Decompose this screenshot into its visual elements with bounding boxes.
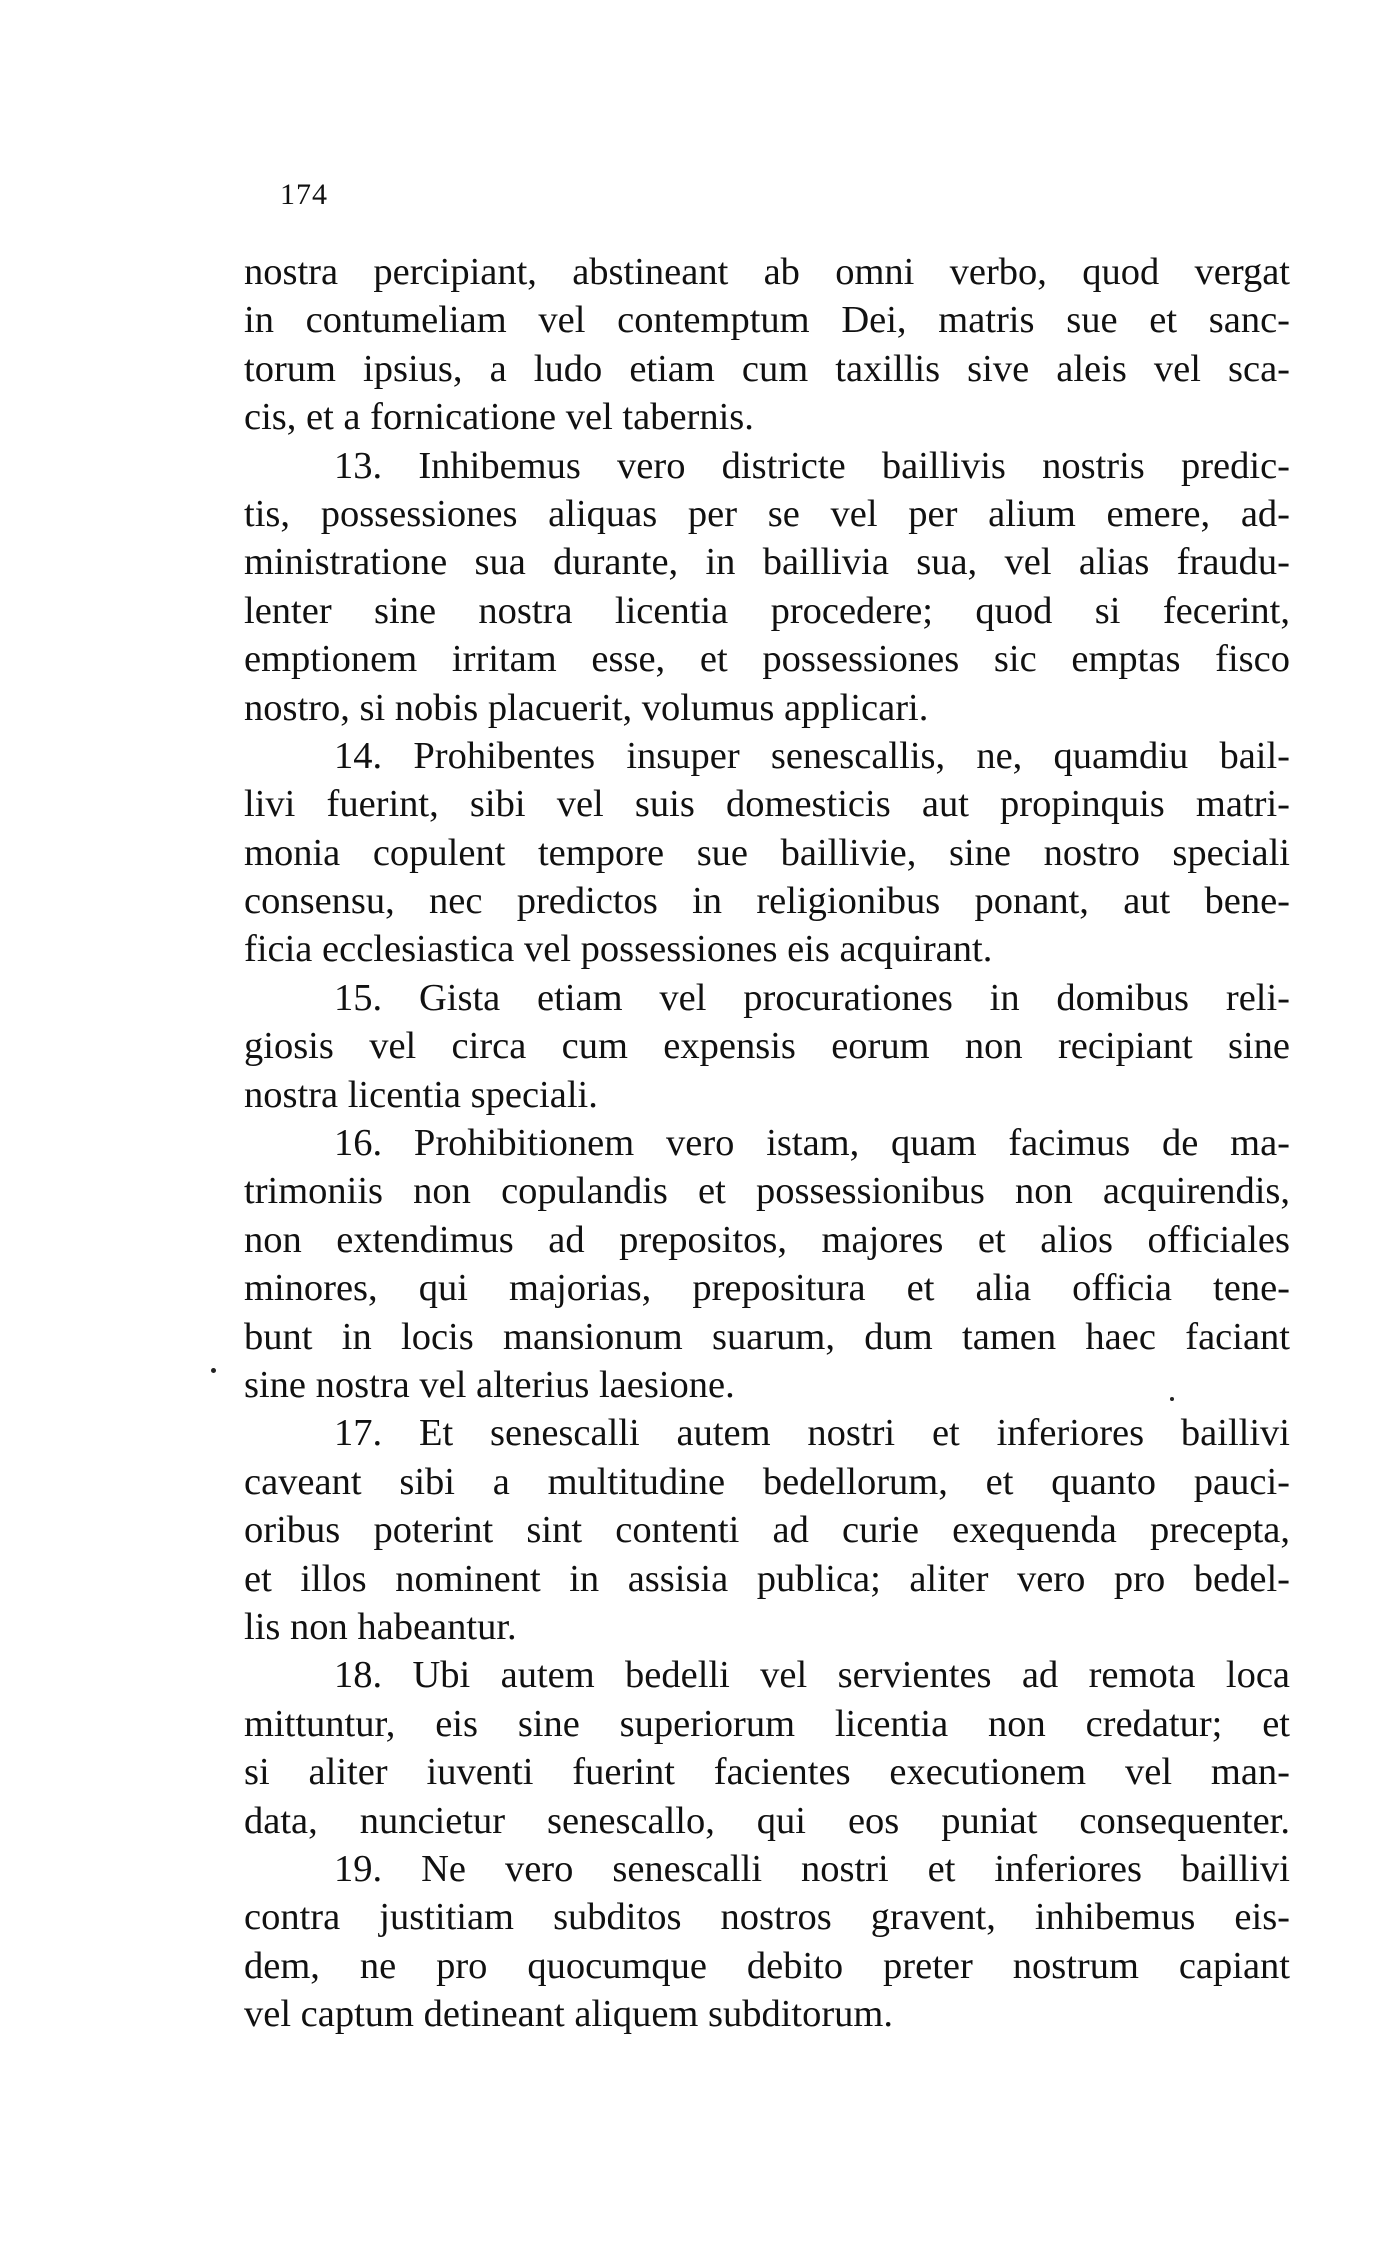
text-line: torum ipsius, a ludo etiam cum taxillis sive aleis vel sca- (244, 347, 1290, 390)
text-line: minores, qui majorias, prepositura et alia officia tene- (244, 1267, 1290, 1310)
text-line: 18. Ubi autem bedelli vel servientes ad remota loca (334, 1654, 1290, 1697)
text-line: lis non habeantur. (244, 1605, 517, 1648)
page-number: 174 (280, 178, 328, 211)
text-line: 15. Gista etiam vel procurationes in domibus reli- (334, 976, 1290, 1019)
text-line: oribus poterint sint contenti ad curie exequenda precepta, (244, 1509, 1290, 1552)
text-line: non extendimus ad prepositos, majores et alios officiales (244, 1218, 1290, 1261)
text-line: contra justitiam subditos nostros gravent, inhibemus eis- (244, 1896, 1290, 1939)
text-line: nostra licentia speciali. (244, 1073, 598, 1116)
text-line: ministratione sua durante, in baillivia sua, vel alias fraudu- (244, 541, 1290, 584)
text-line: mittuntur, eis sine superiorum licentia non credatur; et (244, 1702, 1290, 1745)
text-line: trimoniis non copulandis et possessionibus non acquirendis, (244, 1170, 1290, 1213)
text-line: nostra percipiant, abstineant ab omni verbo, quod vergat (244, 251, 1290, 293)
text-line: dem, ne pro quocumque debito preter nostrum capiant (244, 1944, 1290, 1987)
text-line: 13. Inhibemus vero districte baillivis nostris predic- (334, 444, 1290, 487)
text-line: consensu, nec predictos in religionibus ponant, aut bene- (244, 880, 1290, 923)
text-line: cis, et a fornicatione vel tabernis. (244, 396, 754, 439)
stray-ink-mark (211, 1368, 216, 1373)
stray-ink-mark (1170, 1397, 1174, 1401)
text-line: bunt in locis mansionum suarum, dum tamen haec faciant (244, 1315, 1290, 1358)
text-line: vel captum detineant aliquem subditorum. (244, 1993, 893, 2036)
text-line: giosis vel circa cum expensis eorum non recipiant sine (244, 1025, 1290, 1068)
text-line: et illos nominent in assisia publica; aliter vero pro bedel- (244, 1557, 1290, 1600)
text-line: ficia ecclesiastica vel possessiones eis acquirant. (244, 928, 993, 971)
text-line: monia copulent tempore sue baillivie, sine nostro speciali (244, 831, 1290, 874)
text-line: tis, possessiones aliquas per se vel per alium emere, ad- (244, 492, 1290, 535)
text-line: livi fuerint, sibi vel suis domesticis aut propinquis matri- (244, 783, 1290, 826)
text-line: in contumeliam vel contemptum Dei, matris sue et sanc- (244, 299, 1290, 342)
text-line: sine nostra vel alterius laesione. (244, 1363, 735, 1406)
text-line: lenter sine nostra licentia procedere; quod si fecerint, (244, 589, 1290, 632)
text-line: caveant sibi a multitudine bedellorum, et quanto pauci- (244, 1460, 1290, 1503)
text-line: 14. Prohibentes insuper senescallis, ne, quamdiu bail- (334, 734, 1290, 777)
text-line: 19. Ne vero senescalli nostri et inferiores baillivi (334, 1847, 1290, 1890)
text-line: emptionem irritam esse, et possessiones sic emptas fisco (244, 638, 1290, 681)
text-line: 16. Prohibitionem vero istam, quam facimus de ma- (334, 1122, 1290, 1165)
text-line: data, nuncietur senescallo, qui eos puniat consequenter. (244, 1799, 1290, 1842)
body-text (244, 248, 1290, 2038)
text-line: nostro, si nobis placuerit, volumus applicari. (244, 686, 929, 729)
text-line: si aliter iuventi fuerint facientes executionem vel man- (244, 1751, 1290, 1794)
text-line: 17. Et senescalli autem nostri et inferiores baillivi (334, 1412, 1290, 1455)
